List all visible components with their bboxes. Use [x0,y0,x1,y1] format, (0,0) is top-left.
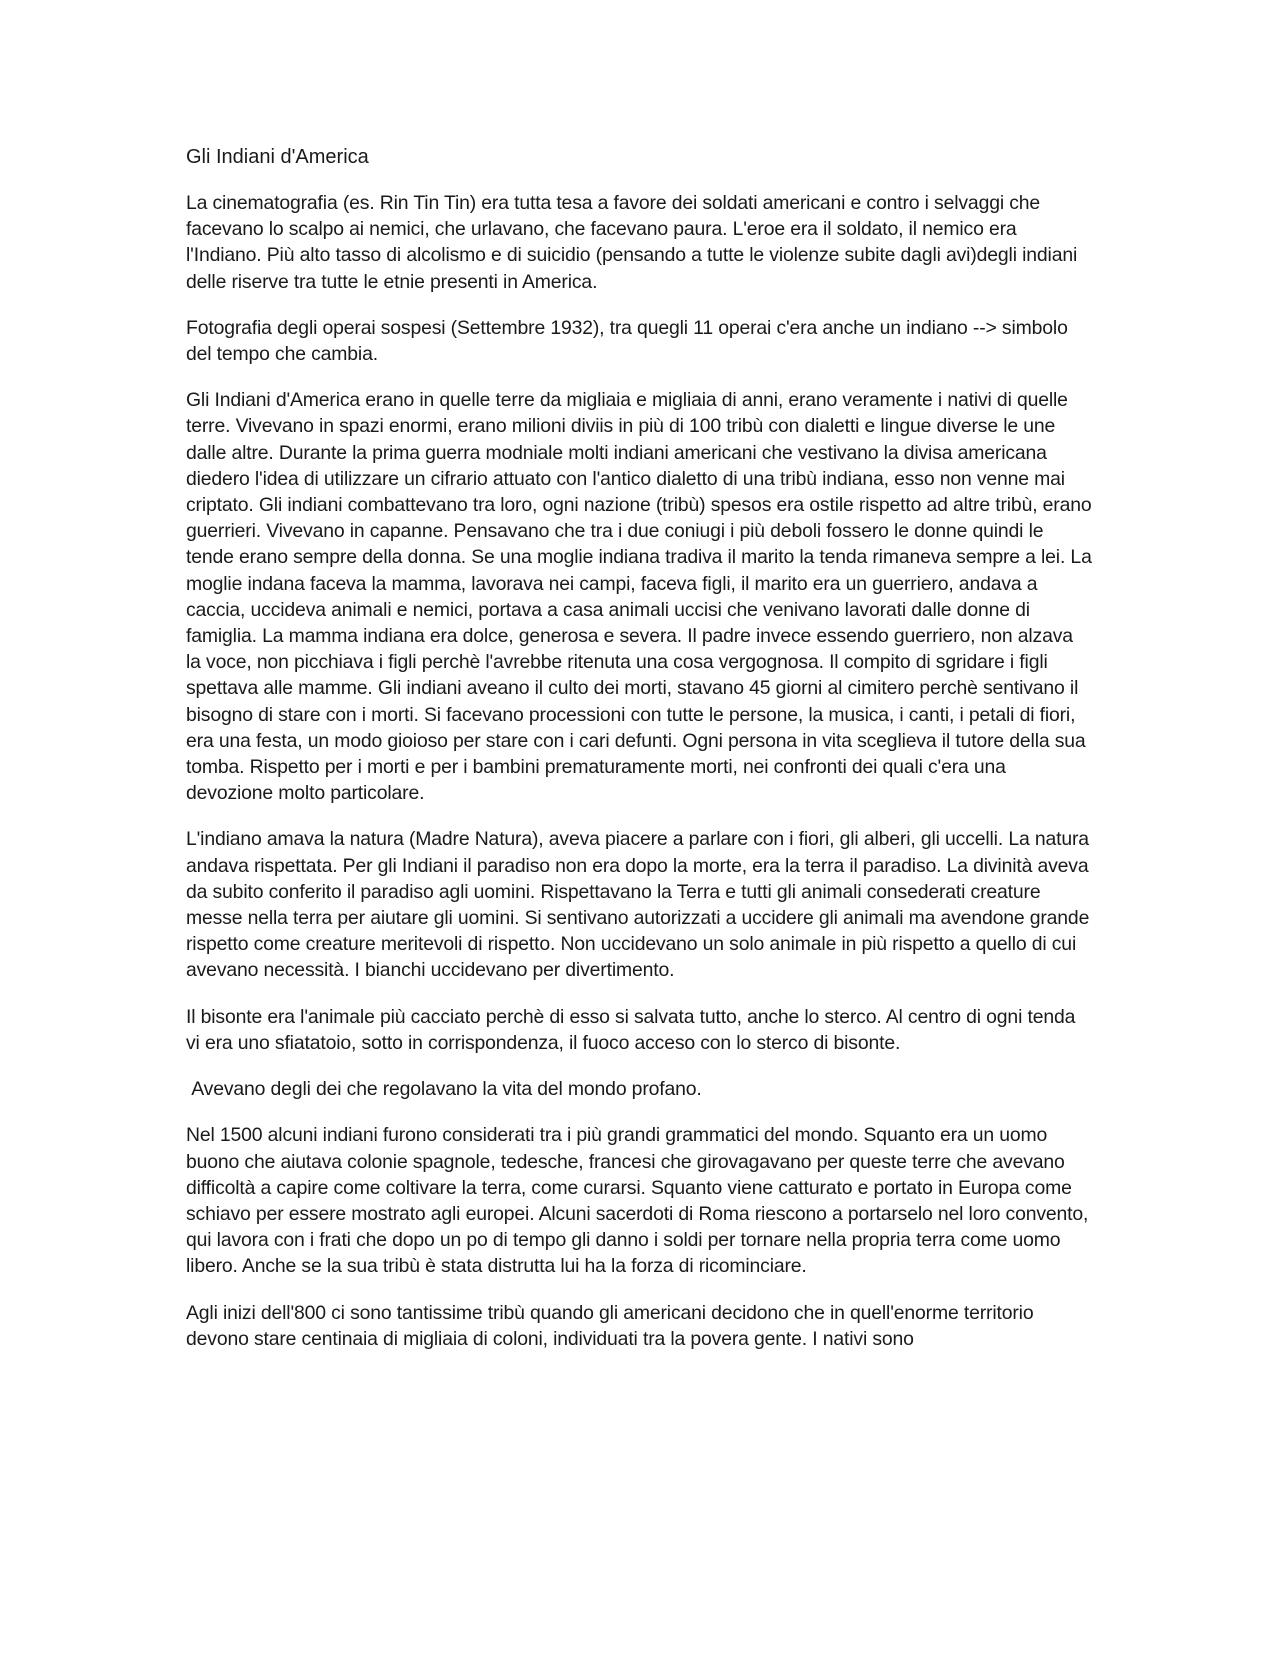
document-title: Gli Indiani d'America [186,146,369,168]
paragraph-squanto: Nel 1500 alcuni indiani furono considerati tra i più grandi grammatici del mondo. Squanto era un uomo buono che aiutava colonie spagnole, tedesche, francesi che girovagavano per queste terre che avevano difficoltà a capire come coltivare la terra, come curarsi. Squanto viene catturato e portato in Europa come schiavo per essere mostrato agli europei. Alcuni sacerdoti di Roma riescono a portarselo nel loro convento, qui lavora con i frati che dopo un po di tempo gli danno i soldi per tornare nella propria terra come uomo libero. Anche se la sua tribù è stata distrutta lui ha la forza di ricominciare. [186,1124,1089,1278]
paragraph-photo: Fotografia degli operai sospesi (Settembre 1932), tra quegli 11 operai c'era anche un indiano --> simbolo del tempo che cambia. [186,316,1068,366]
paragraph-gods: Avevano degli dei che regolavano la vita del mondo profano. [186,1078,702,1101]
paragraph-natives: Gli Indiani d'America erano in quelle terre da migliaia e migliaia di anni, erano veramente i nativi di quelle terre. Vivevano in spazi enormi, erano milioni diviis in più di 100 tribù con dialetti e lingue diverse le une dalle altre. Durante la prima guerra modniale molti indiani americani che vestivano la divisa americana diedero l'idea di utilizzare un cifrario attuato con l'antico dialetto di una tribù indiana, esso non venne mai criptato. Gli indiani combattevano tra loro, ogni nazione (tribù) spesos era ostile rispetto ad altre tribù, erano guerrieri. Vivevano in capanne. Pensavano che tra i due coniugi i più deboli fossero le donne quindi le tende erano sempre della donna. Se una moglie indiana tradiva il marito la tenda rimaneva sempre a lei. La moglie indana faceva la mamma, lavorava nei campi, faceva figli, il marito era un guerriero, andava a caccia, uccideva animali e nemici, portava a casa animali uccisi che venivano lavorati dalle donne di famiglia. La mamma indiana era dolce, generosa e severa. Il padre invece essendo guerriero, non alzava la voce, non picchiava i figli perchè l'avrebbe ritenuta una cosa vergognosa. Il compito di sgridare i figli spettava alle mamme. Gli indiani aveano il culto dei morti, stavano 45 giorni al cimitero perchè sentivano il bisogno di stare con i morti. Si facevano processioni con tutte le persone, la musica, i canti, i petali di fiori, era una festa, un modo gioioso per stare con i cari defunti. Ogni persona in vita sceglieva il tutore della sua tomba. Rispetto per i morti e per i bambini prematuramente morti, nei confronti dei quali c'era una devozione molto particolare. [186,389,1092,805]
document-page [186,144,1092,1372]
paragraph-bison: Il bisonte era l'animale più cacciato perchè di esso si salvata tutto, anche lo sterco. Al centro di ogni tenda vi era uno sfiatatoio, sotto in corrispondenza, il fuoco acceso con lo sterco di bisonte. [186,1005,1076,1054]
paragraph-cinema: La cinematografia (es. Rin Tin Tin) era tutta tesa a favore dei soldati americani e contro i selvaggi che facevano lo scalpo ai nemici, che urlavano, che facevano paura. L'eroe era il soldato, il nemico era l'Indiano. Più alto tasso di alcolismo e di suicidio (pensando a tutte le violenze subite dagli avi)degli indiani delle riserve tra tutte le etnie presenti in America. [186,192,1078,293]
paragraph-nature: L'indiano amava la natura (Madre Natura), aveva piacere a parlare con i fiori, gli alberi, gli uccelli. La natura andava rispettata. Per gli Indiani il paradiso non era dopo la morte, era la terra il paradiso. La divinità aveva da subito conferito il paradiso agli uomini. Rispettavano la Terra e tutti gli animali consederati creature messe nella terra per aiutare gli uomini. Si sentivano autorizzati a uccidere gli animali ma avendone grande rispetto come creature meritevoli di rispetto. Non uccidevano un solo animale in più rispetto a quello di cui avevano necessità. I bianchi uccidevano per divertimento. [186,828,1090,982]
paragraph-1800s: Agli inizi dell'800 ci sono tantissime tribù quando gli americani decidono che in quell'enorme territorio devono stare centinaia di migliaia di coloni, individuati tra la povera gente. I nativi sono [186,1301,1034,1350]
